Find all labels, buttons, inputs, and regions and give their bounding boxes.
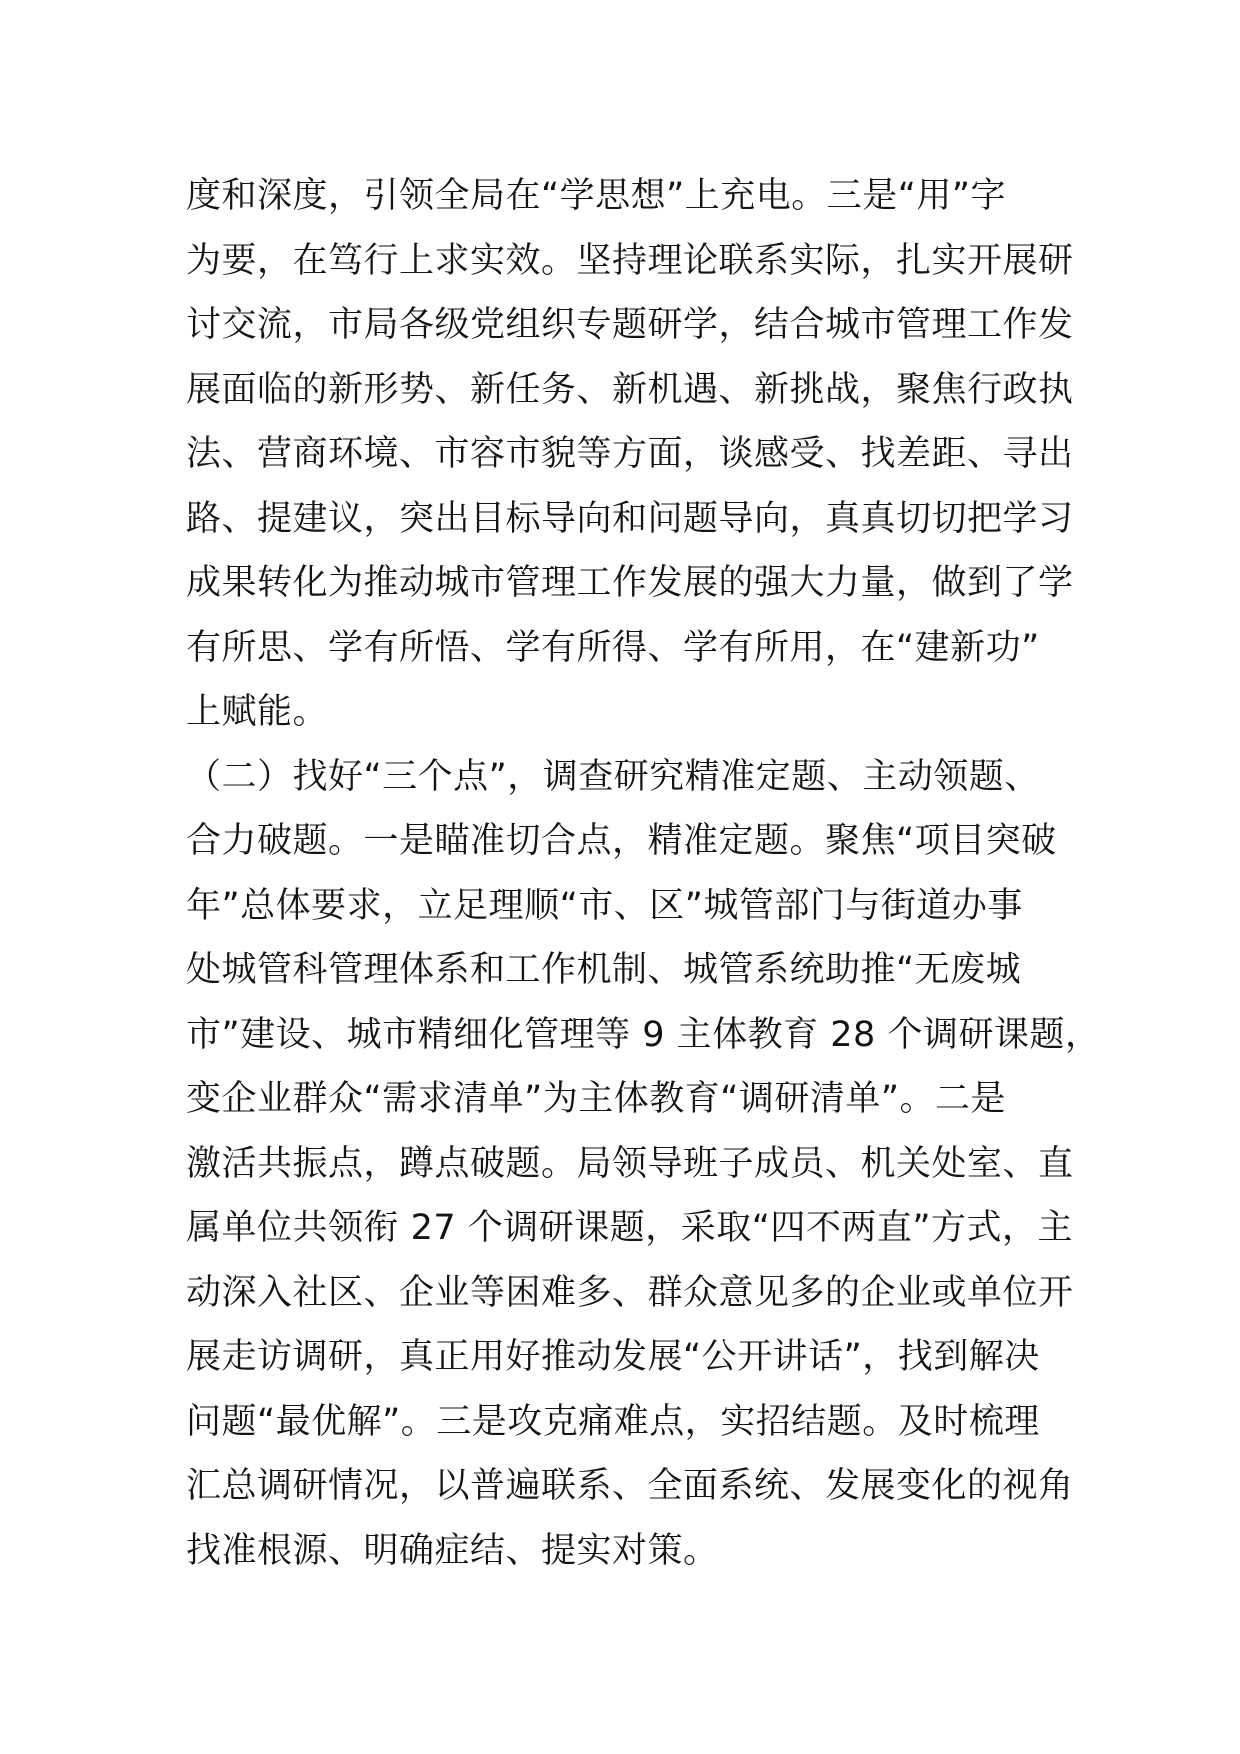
body-text: [186, 164, 1101, 1583]
text-line: 成果转化为推动城市管理工作发展的强大力量，做到了学: [186, 563, 1074, 603]
text-line: 找准根源、明确症结、提实对策。: [186, 1530, 719, 1571]
text-line: 处城管科管理体系和工作机制、城管系统助推“无废城: [186, 950, 1022, 990]
text-line: 展面临的新形势、新任务、新机遇、新挑战，聚焦行政执: [186, 369, 1074, 410]
text-line: 路、提建议，突出目标导向和问题导向，真真切切把学习: [186, 498, 1074, 539]
text-line: 度和深度，引领全局在“学思想”上充电。三是“用”字: [186, 176, 1007, 216]
text-line: 激活共振点，蹲点破题。局领导班子成员、机关处室、直: [186, 1143, 1074, 1184]
text-line: 讨交流，市局各级党组织专题研学，结合城市管理工作发: [186, 305, 1074, 345]
text-line: 上赋能。: [186, 692, 329, 732]
text-line: 问题“最优解”。三是攻克痛难点，实招结题。及时梳理: [186, 1401, 1040, 1442]
text-line: 变企业群众“需求清单”为主体教育“调研清单”。二是: [186, 1079, 1007, 1119]
section-heading-line: （二）找好“三个点”，调查研究精准定题、主动领题、: [186, 756, 1040, 797]
text-line: 为要，在笃行上求实效。坚持理论联系实际，扎实开展研: [186, 240, 1074, 281]
text-line: 合力破题。一是瞄准切合点，精准定题。聚焦“项目突破: [186, 821, 1057, 861]
text-line: 法、营商环境、市容市貌等方面，谈感受、找差距、寻出: [186, 434, 1074, 474]
text-line: 动深入社区、企业等困难多、群众意见多的企业或单位开: [186, 1272, 1074, 1313]
text-line: 市”建设、城市精细化管理等 9 主体教育 28 个调研课题，: [186, 1014, 1101, 1055]
text-line: 有所思、学有所悟、学有所得、学有所用，在“建新功”: [186, 627, 1040, 668]
text-line: 展走访调研，真正用好推动发展“公开讲话”，找到解决: [186, 1337, 1040, 1377]
text-line: 年”总体要求，立足理顺“市、区”城管部门与街道办事: [186, 885, 1023, 926]
text-line: 属单位共领衔 27 个调研课题，采取“四不两直”方式，主: [186, 1208, 1074, 1248]
text-line: 汇总调研情况，以普遍联系、全面系统、发展变化的视角: [186, 1466, 1074, 1506]
